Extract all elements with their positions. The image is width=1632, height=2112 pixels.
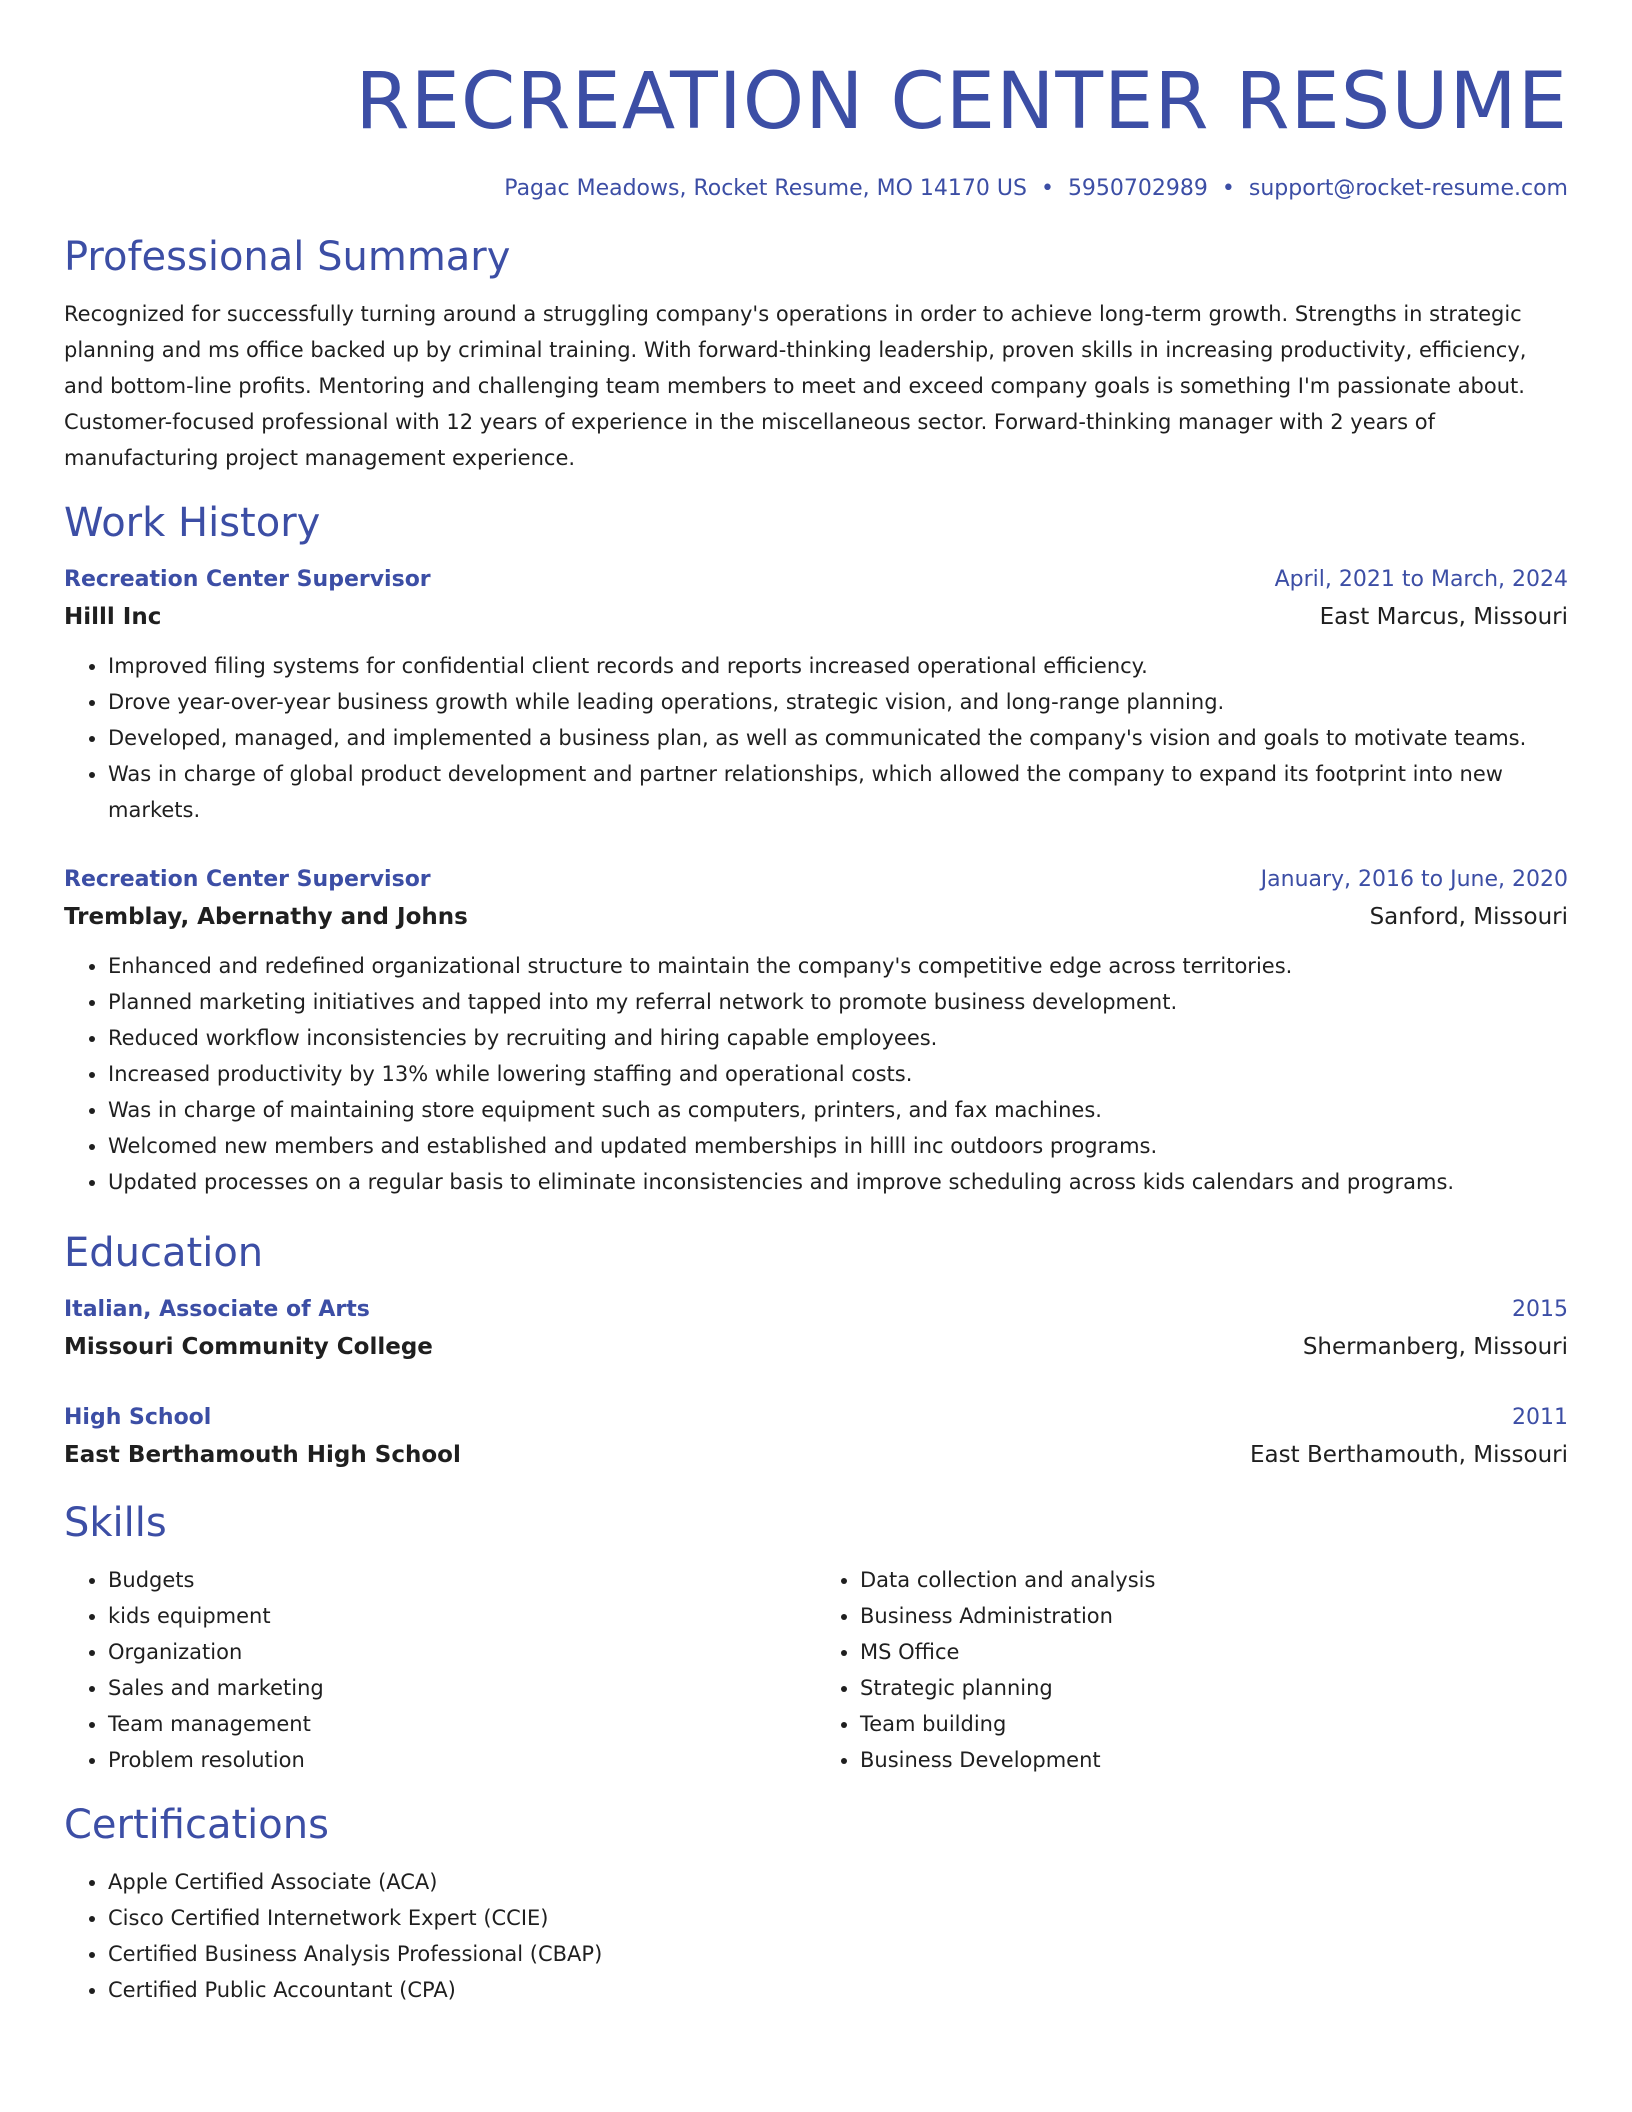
- contact-separator: •: [1040, 176, 1054, 201]
- job-bullets: [64, 648, 1568, 828]
- job-bullet: • Reduced workflow inconsistencies by recruiting and hiring capable employees.: [108, 1020, 1568, 1056]
- education-header-row: [64, 1292, 1568, 1328]
- education-school: East Berthamouth High School: [64, 1442, 461, 1468]
- education-location: Shermanberg, Missouri: [1302, 1334, 1568, 1360]
- job-bullet: • Was in charge of global product development and partner relationships, which allowed the company to expand its footprint into new markets.: [108, 756, 1568, 828]
- certification-item: • Certified Public Accountant (CPA): [108, 1972, 1568, 2008]
- skill-item: • Strategic planning: [860, 1670, 1568, 1706]
- job-bullet: • Increased productivity by 13% while lowering staffing and operational costs.: [108, 1056, 1568, 1092]
- summary-heading: Professional Summary: [64, 234, 511, 280]
- education-entry: [64, 1400, 1568, 1474]
- job-bullet: • Planned marketing initiatives and tapped into my referral network to promote business development.: [108, 984, 1568, 1020]
- education-degree: Italian, Associate of Arts: [64, 1297, 370, 1322]
- education-header-row: [64, 1400, 1568, 1436]
- skill-item: • Data collection and analysis: [860, 1562, 1568, 1598]
- skill-item: • Business Development: [860, 1742, 1568, 1778]
- job-entry: [64, 562, 1568, 828]
- job-dates: January, 2016 to June, 2020: [1260, 867, 1568, 892]
- resume-title: RECREATION CENTER RESUME: [355, 57, 1568, 147]
- education-heading: Education: [64, 1230, 264, 1276]
- job-bullet: • Improved filing systems for confidential client records and reports increased operational efficiency.: [108, 648, 1568, 684]
- skills-heading: Skills: [64, 1500, 167, 1546]
- certification-item: • Apple Certified Associate (ACA): [108, 1864, 1568, 1900]
- job-bullets: [64, 948, 1568, 1200]
- education-year: 2015: [1512, 1297, 1568, 1322]
- skill-item: • MS Office: [860, 1634, 1568, 1670]
- job-bullet: • Drove year-over-year business growth while leading operations, strategic vision, and long-range planning.: [108, 684, 1568, 720]
- skills-list-left: [64, 1562, 816, 1778]
- education-location: East Berthamouth, Missouri: [1250, 1442, 1568, 1468]
- skill-item: • Sales and marketing: [108, 1670, 816, 1706]
- job-bullet: • Updated processes on a regular basis to eliminate inconsistencies and improve scheduling across kids calendars and programs.: [108, 1164, 1568, 1200]
- job-bullet: • Developed, managed, and implemented a business plan, as well as communicated the company's vision and goals to motivate teams.: [108, 720, 1568, 756]
- skill-item: • Budgets: [108, 1562, 816, 1598]
- skill-item: • Problem resolution: [108, 1742, 816, 1778]
- contact-email: support@rocket-resume.com: [1248, 176, 1568, 201]
- job-header-row: [64, 862, 1568, 898]
- job-header-row: [64, 562, 1568, 598]
- contact-separator: •: [1221, 176, 1235, 201]
- certification-item: • Cisco Certified Internetwork Expert (CCIE): [108, 1900, 1568, 1936]
- education-school-row: [64, 1328, 1568, 1366]
- education-degree: High School: [64, 1405, 212, 1430]
- job-role: Recreation Center Supervisor: [64, 567, 431, 592]
- skills-list-right: [816, 1562, 1568, 1778]
- education-school: Missouri Community College: [64, 1334, 433, 1360]
- contact-line: [64, 174, 1568, 204]
- job-company: Hilll Inc: [64, 604, 162, 630]
- contact-address: Pagac Meadows, Rocket Resume, MO 14170 US: [504, 176, 1027, 201]
- education-year: 2011: [1512, 1405, 1568, 1430]
- contact-phone: 5950702989: [1067, 176, 1208, 201]
- job-bullet: • Welcomed new members and established and updated memberships in hilll inc outdoors programs.: [108, 1128, 1568, 1164]
- job-company-row: [64, 598, 1568, 636]
- job-company: Tremblay, Abernathy and Johns: [64, 904, 468, 930]
- education-school-row: [64, 1436, 1568, 1474]
- skill-item: • Business Administration: [860, 1598, 1568, 1634]
- skill-item: • Team management: [108, 1706, 816, 1742]
- education-entry: [64, 1292, 1568, 1366]
- summary-text: Recognized for successfully turning around a struggling company's operations in order to achieve long-term growth. Strengths in strategic planning and ms office backed up by criminal training. With forward-thinking leadership, proven skills in increasing productivity, efficiency, and bottom-line profits. Mentoring and challenging team members to meet and exceed company goals is something I'm passionate about. Customer-focused professional with 12 years of experience in the miscellaneous sector. Forward-thinking manager with 2 years of manufacturing project management experience.: [64, 302, 1527, 470]
- job-company-row: [64, 898, 1568, 936]
- certifications-heading: Certifications: [64, 1802, 329, 1848]
- skill-item: • Organization: [108, 1634, 816, 1670]
- skill-item: • Team building: [860, 1706, 1568, 1742]
- job-location: Sanford, Missouri: [1369, 904, 1568, 930]
- job-entry: [64, 862, 1568, 1200]
- job-bullet: • Was in charge of maintaining store equipment such as computers, printers, and fax machines.: [108, 1092, 1568, 1128]
- job-dates: April, 2021 to March, 2024: [1274, 567, 1568, 592]
- certification-item: • Certified Business Analysis Professional (CBAP): [108, 1936, 1568, 1972]
- certifications-list: [64, 1864, 1568, 2008]
- work-history-heading: Work History: [64, 500, 321, 546]
- skills-grid: [64, 1562, 1568, 1778]
- job-role: Recreation Center Supervisor: [64, 867, 431, 892]
- job-location: East Marcus, Missouri: [1319, 604, 1568, 630]
- job-bullet: • Enhanced and redefined organizational structure to maintain the company's competitive edge across territories.: [108, 948, 1568, 984]
- resume-page: [64, 0, 1568, 2008]
- skill-item: • kids equipment: [108, 1598, 816, 1634]
